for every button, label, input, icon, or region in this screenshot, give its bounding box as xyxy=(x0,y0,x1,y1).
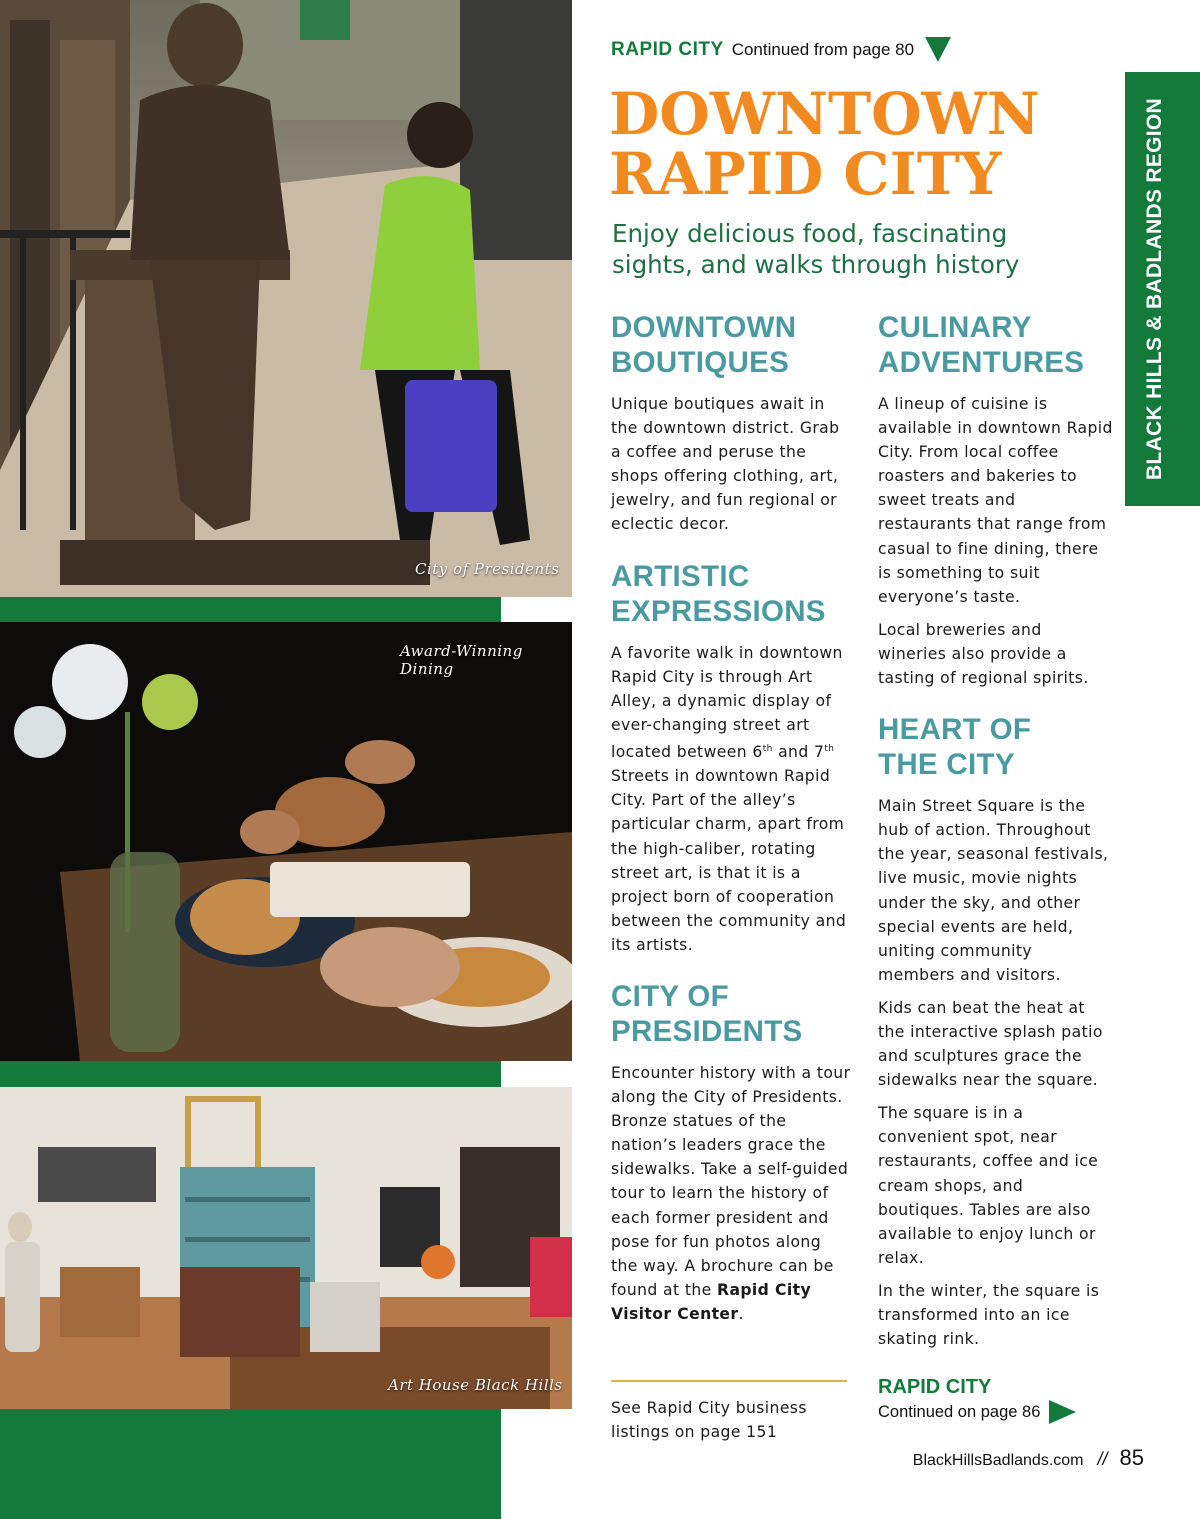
superscript: th xyxy=(824,743,835,754)
kicker-city: RAPID CITY xyxy=(611,38,724,60)
heading-line: PRESIDENTS xyxy=(611,1014,803,1048)
listings-note: See Rapid City business listings on page 151 xyxy=(611,1399,807,1442)
section-body-artistic xyxy=(611,641,851,957)
section-body-heart: Main Street Square is the hub of action. Throughout the year, seasonal festivals, live music, movie nights under the sky, and other special events are held, uniting community members and visitors. xyxy=(878,797,1109,984)
section-body-culinary: Local breweries and wineries also provide a tasting of regional spirits. xyxy=(878,620,1089,688)
section-heading-presidents xyxy=(611,979,851,1049)
statue-street-illustration xyxy=(0,0,572,597)
photo-caption: City of Presidents xyxy=(415,560,560,578)
continued-note: Continued on page 86 xyxy=(878,1402,1041,1421)
photo-caption: Award-Winning Dining xyxy=(400,642,523,678)
visitor-center-name: Rapid City Visitor Center xyxy=(611,1280,812,1323)
page-number: 85 xyxy=(1119,1445,1144,1470)
page-title xyxy=(609,80,1079,208)
art-shop-illustration xyxy=(0,1087,572,1409)
photo-award-winning-dining xyxy=(0,622,572,1061)
footer-separator: // xyxy=(1097,1449,1108,1469)
body-text: and 7 xyxy=(772,743,825,762)
section-body-boutiques: Unique boutiques await in the downtown district. Grab a coffee and peruse the shops offering clothing, art, jewelry, and fun regional or eclectic decor. xyxy=(611,395,840,534)
superscript: th xyxy=(762,743,773,754)
section-body-heart: In the winter, the square is transformed into an ice skating rink. xyxy=(878,1281,1100,1349)
continued-from-kicker xyxy=(611,37,951,62)
triangle-down-icon xyxy=(925,37,951,62)
section-heading-boutiques xyxy=(611,310,851,380)
continued-city: RAPID CITY xyxy=(878,1376,992,1398)
divider-rule xyxy=(611,1380,847,1382)
region-side-tab-label: BLACK HILLS & BADLANDS REGION xyxy=(1143,97,1166,480)
heading-line: EXPRESSIONS xyxy=(611,594,826,628)
heading-line: ADVENTURES xyxy=(878,346,1085,379)
article-column-left xyxy=(611,310,851,1326)
heading-line: CULINARY xyxy=(878,311,1032,344)
section-body-heart: The square is in a convenient spot, near restaurants, coffee and ice cream shops, and boutiques. Tables are also available to enjoy lunch or relax. xyxy=(878,1104,1099,1267)
heading-line: BOUTIQUES xyxy=(611,346,790,379)
dining-illustration xyxy=(0,622,572,1061)
body-text: Streets in downtown Rapid City. Part of the alley’s particular charm, apart from the high-caliber, rotating street art, is that it is a project born of cooperation between the community and its artists. xyxy=(611,767,847,954)
heading-line: THE CITY xyxy=(878,748,1015,782)
page-footer xyxy=(913,1445,1144,1471)
section-heading-heart xyxy=(878,712,1114,782)
page-subtitle: Enjoy delicious food, fascinating sights, and walks through history xyxy=(612,219,1020,279)
section-body-heart: Kids can beat the heat at the interactive splash patio and sculptures grace the sidewalks near the square. xyxy=(878,998,1103,1090)
photo-caption: Art House Black Hills xyxy=(388,1376,563,1394)
photo-city-of-presidents xyxy=(0,0,572,597)
heading-line: CITY OF xyxy=(611,979,729,1013)
heading-line: ARTISTIC xyxy=(611,559,750,593)
title-line: RAPID CITY xyxy=(609,140,1002,208)
body-text: Encounter history with a tour along the City of Presidents. Bronze statues of the nation’s leaders grace the sidewalks. Take a self-guided tour to learn the history of each former president and pose for fun photos along the way. A brochure can be found at the xyxy=(611,1063,851,1299)
section-heading-artistic xyxy=(611,559,851,629)
section-body-culinary: A lineup of cuisine is available in downtown Rapid City. From local coffee roasters and bakeries to sweet treats and restaurants that range from casual to fine dining, there is something to suit everyone’s taste. xyxy=(878,395,1113,606)
section-heading-culinary xyxy=(878,310,1114,380)
continued-on-box xyxy=(878,1376,1076,1424)
photo-art-house-black-hills xyxy=(0,1087,572,1409)
heading-line: HEART OF xyxy=(878,713,1032,747)
triangle-right-icon xyxy=(1049,1400,1076,1424)
article-column-right xyxy=(878,310,1114,1351)
body-text: A favorite walk in downtown Rapid City is through Art Alley, a dynamic display of ever-changing street art located between 6 xyxy=(611,643,843,762)
footer-website: BlackHillsBadlands.com xyxy=(912,1452,1084,1469)
heading-line: DOWNTOWN xyxy=(611,311,797,344)
body-text: . xyxy=(738,1304,744,1323)
section-body-presidents xyxy=(611,1061,851,1326)
title-line: DOWNTOWN xyxy=(609,80,1040,148)
kicker-note: Continued from page 80 xyxy=(731,39,915,59)
